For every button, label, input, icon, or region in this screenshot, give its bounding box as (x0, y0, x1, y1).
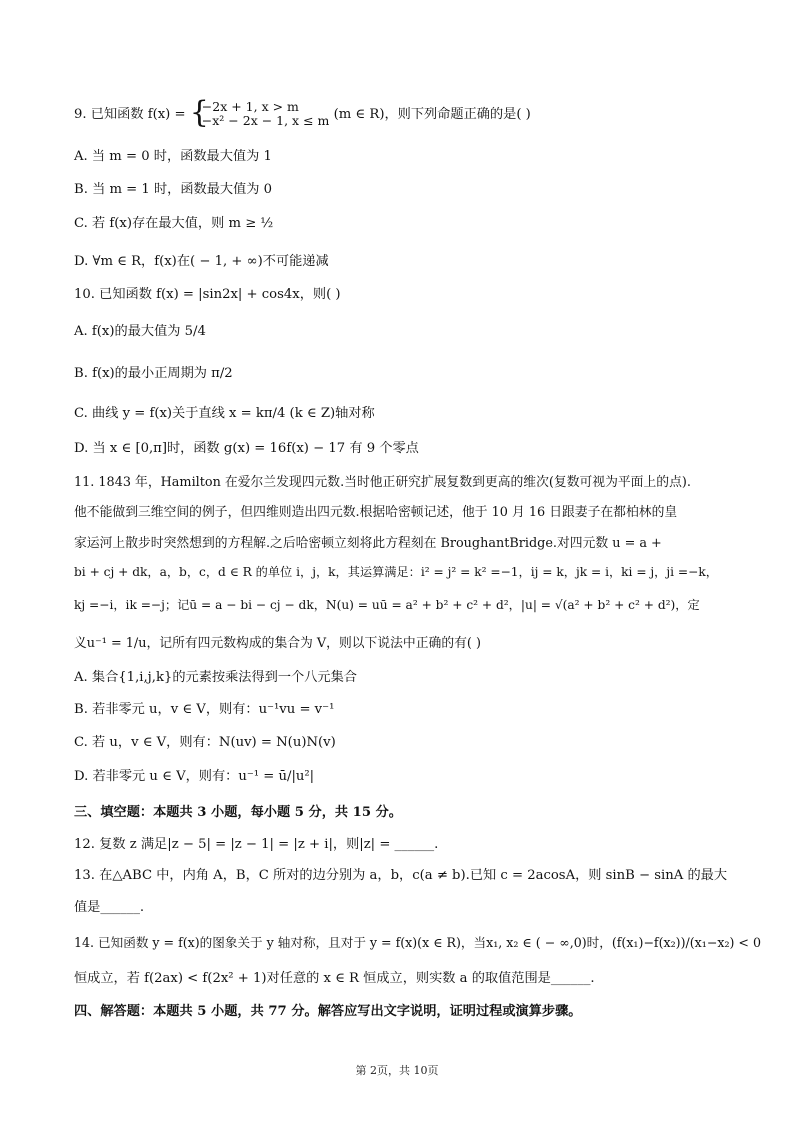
q11-line2: 他不能做到三维空间的例子，但四维则造出四元数.根据哈密顿记述，他于 10 月 16 日跟妻子在都柏林的皇 (74, 505, 678, 520)
q14-line1: 14. 已知函数 y = f(x)的图象关于 y 轴对称，且对于 y = f(x)(x ∈ R)，当x₁, x₂ ∈ ( − ∞,0)时，(f(x₁)−f(x₂))/(x₁−x₂) < 0 (74, 935, 761, 950)
q11-option-b: B. 若非零元 u，v ∈ V，则有：u⁻¹vu = v⁻¹ (74, 702, 335, 717)
q9-piece1: −2x + 1, x > m (201, 99, 299, 114)
q10-option-a: A. f(x)的最大值为 5/4 (74, 324, 206, 339)
section-3-heading: 三、填空题：本题共 3 小题，每小题 5 分，共 15 分。 (74, 805, 402, 820)
q11-option-a: A. 集合{1,i,j,k}的元素按乘法得到一个八元集合 (74, 670, 357, 685)
page-footer: 第 2页，共 10页 (355, 1064, 439, 1077)
section-4-heading: 四、解答题：本题共 5 小题，共 77 分。解答应写出文字说明，证明过程或演算步骤。 (74, 1004, 582, 1019)
q11-line6: 义u⁻¹ = 1/u，记所有四元数构成的集合为 V，则以下说法中正确的有( ) (74, 636, 481, 651)
q11-line5: kj =−i，ik =−j；记ū = a − bi − cj − dk，N(u) = uū = a² + b² + c² + d²，|u| = √(a² + b² + c² + d²)，定 (74, 598, 700, 612)
q14-line2: 恒成立，若 f(2ax) < f(2x² + 1)对任意的 x ∈ R 恒成立，则实数 a 的取值范围是______. (74, 971, 595, 986)
q11-line3: 家运河上散步时突然想到的方程解.之后哈密顿立刻将此方程刻在 BroughantBridge.对四元数 u = a + (74, 536, 662, 551)
brace-glyph: { (189, 95, 209, 130)
q11-line1: 11. 1843 年，Hamilton 在爱尔兰发现四元数.当时他正研究扩展复数到更高的维次(复数可视为平面上的点). (74, 475, 691, 490)
q9-stem (74, 95, 724, 130)
q10-stem: 10. 已知函数 f(x) = |sin2x| + cos4x，则( ) (74, 287, 341, 302)
q9-stem-suffix: (m ∈ R)，则下列命题正确的是( ) (333, 106, 531, 122)
q10-option-d: D. 当 x ∈ [0,π]时，函数 g(x) = 16f(x) − 17 有 9 个零点 (74, 441, 419, 456)
q13-line2: 值是______. (74, 900, 145, 915)
q9-stem-prefix: 9. 已知函数 f(x) = (74, 106, 186, 122)
q9-option-c: C. 若 f(x)存在最大值，则 m ≥ ½ (74, 216, 274, 231)
q10-option-c: C. 曲线 y = f(x)关于直线 x = kπ/4 (k ∈ Z)轴对称 (74, 406, 375, 421)
q11-option-c: C. 若 u，v ∈ V，则有：N(uv) = N(u)N(v) (74, 735, 336, 750)
q9-option-b: B. 当 m = 1 时，函数最大值为 0 (74, 182, 273, 197)
q13-line1: 13. 在△ABC 中，内角 A，B，C 所对的边分别为 a，b，c(a ≠ b).已知 c = 2acosA，则 sinB − sinA 的最大 (74, 868, 728, 883)
q9-piecewise (189, 95, 330, 130)
q12: 12. 复数 z 满足|z − 5| = |z − 1| = |z + i|，则|z| = ______. (74, 837, 439, 852)
q9-option-d: D. ∀m ∈ R，f(x)在( − 1, + ∞)不可能递减 (74, 254, 329, 269)
q9-option-a: A. 当 m = 0 时，函数最大值为 1 (74, 149, 272, 164)
q9-piece2: −x² − 2x − 1, x ≤ m (201, 113, 330, 129)
q10-option-b: B. f(x)的最小正周期为 π/2 (74, 366, 233, 381)
q11-line4: bi + cj + dk，a，b，c，d ∈ R 的单位 i，j，k，其运算满足：i² = j² = k² =−1，ij = k，jk = i，ki = j，ji =−k， (74, 565, 718, 579)
q11-option-d: D. 若非零元 u ∈ V，则有：u⁻¹ = ū/|u²| (74, 769, 315, 784)
